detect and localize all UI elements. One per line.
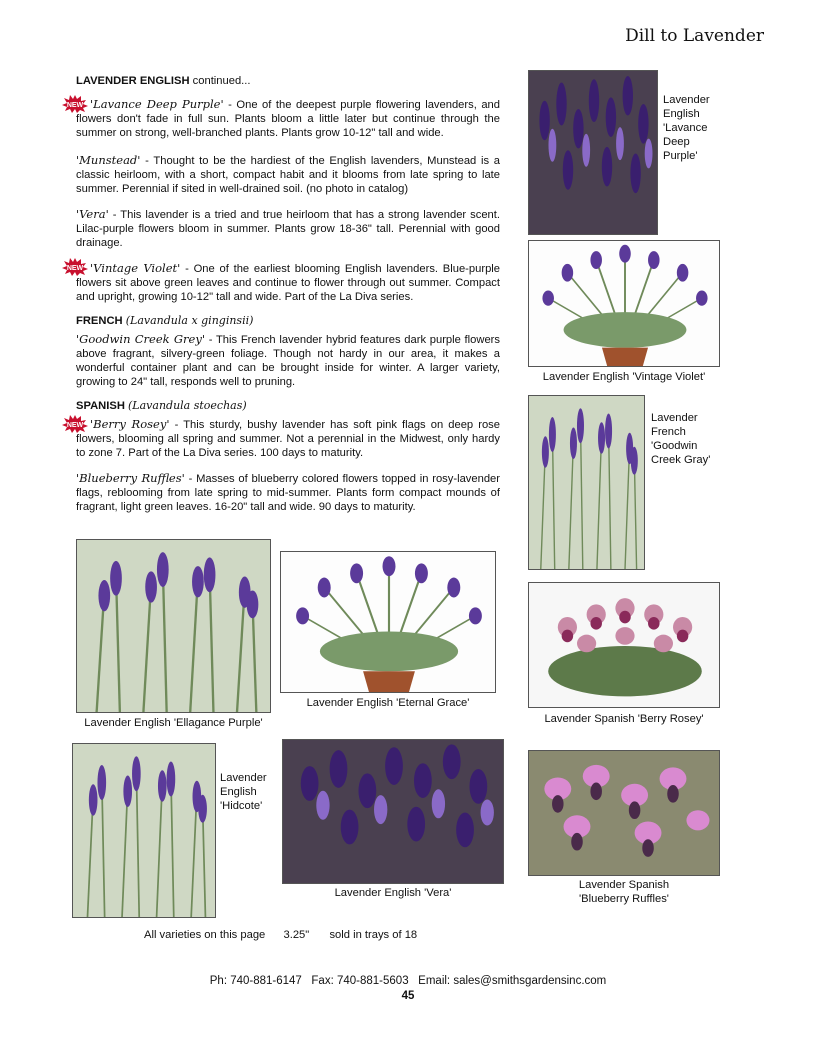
caption-line: 'Lavance: [663, 122, 708, 134]
entry-text: - One of the deepest purple flowering lavenders, and flowers don't fade in full sun. Plants bloom a little later but continue through the summer on strong, well-branched plants. Plants grow 10-12" tall and wide.: [76, 99, 501, 139]
caption-line: English: [220, 786, 257, 798]
intro-suffix: continued...: [189, 75, 251, 87]
photo-goodwin-creek: [528, 395, 645, 570]
caption-goodwin: [651, 411, 710, 467]
photo-vintage-violet: [528, 240, 720, 367]
latin-name: (Lavandula x ginginsii): [125, 314, 254, 327]
photo-blueberry-ruffles: [528, 750, 720, 876]
caption-ellagance: Lavender English 'Ellagance Purple': [84, 717, 263, 729]
caption-line: Creek Gray': [651, 454, 711, 466]
entry-berry-rosey: [76, 417, 500, 460]
caption-line: English: [663, 108, 700, 120]
entry-name: 'Lavance Deep Purple': [90, 97, 224, 111]
photo-lavance-deep-purple: [528, 70, 658, 235]
caption-blueberry: [528, 878, 720, 906]
note-trays: sold in trays of 18: [329, 929, 418, 941]
caption-vintage-violet: Lavender English 'Vintage Violet': [542, 371, 706, 383]
caption-line: Lavender: [651, 412, 698, 424]
section-spanish: [76, 399, 500, 413]
entry-munstead: [76, 153, 500, 196]
entry-name: 'Munstead': [76, 153, 141, 167]
caption-line: 'Hidcote': [220, 800, 263, 812]
caption-line: French: [651, 426, 686, 438]
note-varieties: All varieties on this page: [144, 929, 266, 941]
entry-lavance-deep-purple: [76, 97, 500, 140]
photo-berry-rosey: [528, 582, 720, 708]
entry-name: 'Goodwin Creek Grey': [76, 332, 206, 346]
entry-name: 'Blueberry Ruffles': [76, 471, 185, 485]
pricing-note: [144, 929, 417, 941]
page-number: 45: [401, 990, 415, 1002]
caption-line: Lavender Spanish: [578, 879, 670, 891]
entry-name: 'Vera': [76, 207, 109, 221]
caption-vera: Lavender English 'Vera': [334, 887, 452, 899]
section-heading-french: FRENCH: [76, 315, 123, 327]
section-french: [76, 314, 500, 328]
caption-line: Lavender: [220, 772, 267, 784]
caption-eternal: Lavender English 'Eternal Grace': [306, 697, 470, 709]
section-heading-english: LAVENDER ENGLISH: [76, 75, 190, 87]
caption-berry-rosey: Lavender Spanish 'Berry Rosey': [544, 713, 704, 725]
caption-line: Deep: [663, 136, 690, 148]
entry-name: 'Vintage Violet': [90, 261, 181, 275]
caption-hidcote: [220, 771, 267, 813]
caption-deep-purple: [663, 93, 710, 163]
entry-text: - This sturdy, bushy lavender has soft pink flags on deep rose flowers, blooming all spring and summer. Not a perennial in the Midwest, only hardy to zone 7. Part of the La Diva series. 100 days to maturity.: [76, 419, 500, 459]
entry-vera: [76, 207, 500, 250]
photo-ellagance-purple: [76, 539, 271, 713]
photo-hidcote: [72, 743, 216, 918]
entry-vintage-violet: [76, 261, 500, 304]
entry-text: - This French lavender hybrid features dark purple flowers above fragrant, silvery-green foliage. Though not hardy in our area, it makes a wonderful container plant and can be brought inside for winter. A larger variety, growing to 24" tall, responds well to pruning.: [76, 334, 500, 388]
latin-name: (Lavandula stoechas): [128, 399, 247, 412]
caption-line: Lavender: [663, 94, 710, 106]
page-header-title: Dill to Lavender: [625, 26, 764, 46]
entry-text: - Thought to be the hardiest of the English lavenders, Munstead is a classic heirloom, with a short, compact habit and it blooms from late spring to late summer. Perennial if sited in well-drained soil. (no photo in catalog): [76, 155, 500, 195]
intro-line: [76, 74, 500, 88]
caption-line: Purple': [663, 150, 698, 162]
entry-goodwin-creek-grey: [76, 332, 500, 389]
entry-blueberry-ruffles: [76, 471, 500, 514]
entry-text: - This lavender is a tried and true heirloom that has a strong lavender scent. Lilac-purple flowers bloom in summer. Plants grow 18-36" tall. Perennial with good drainage.: [76, 209, 500, 249]
footer-contact: Ph: 740-881-6147 Fax: 740-881-5603 Email: sales@smithsgardensinc.com: [209, 975, 607, 987]
section-heading-spanish: SPANISH: [76, 400, 125, 412]
note-pot-size: 3.25": [283, 929, 310, 941]
photo-vera: [282, 739, 504, 884]
photo-eternal-grace: [280, 551, 496, 693]
caption-line: 'Blueberry Ruffles': [579, 893, 669, 905]
entry-text: - One of the earliest blooming English lavenders. Blue-purple flowers sit above green leaves and continue to flower through out summer. Compact and upright, growing 10-12" tall and wide. Part of the La Diva series.: [76, 263, 501, 303]
entry-text: - Masses of blueberry colored flowers topped in rosy-lavender flags, reblooming from late spring to mid-summer. Plants form compact mounds of fragrant, light green leaves. 16-20" tall and wide. 90 days to maturity.: [76, 473, 500, 513]
entry-name: 'Berry Rosey': [90, 417, 170, 431]
caption-line: 'Goodwin: [651, 440, 698, 452]
